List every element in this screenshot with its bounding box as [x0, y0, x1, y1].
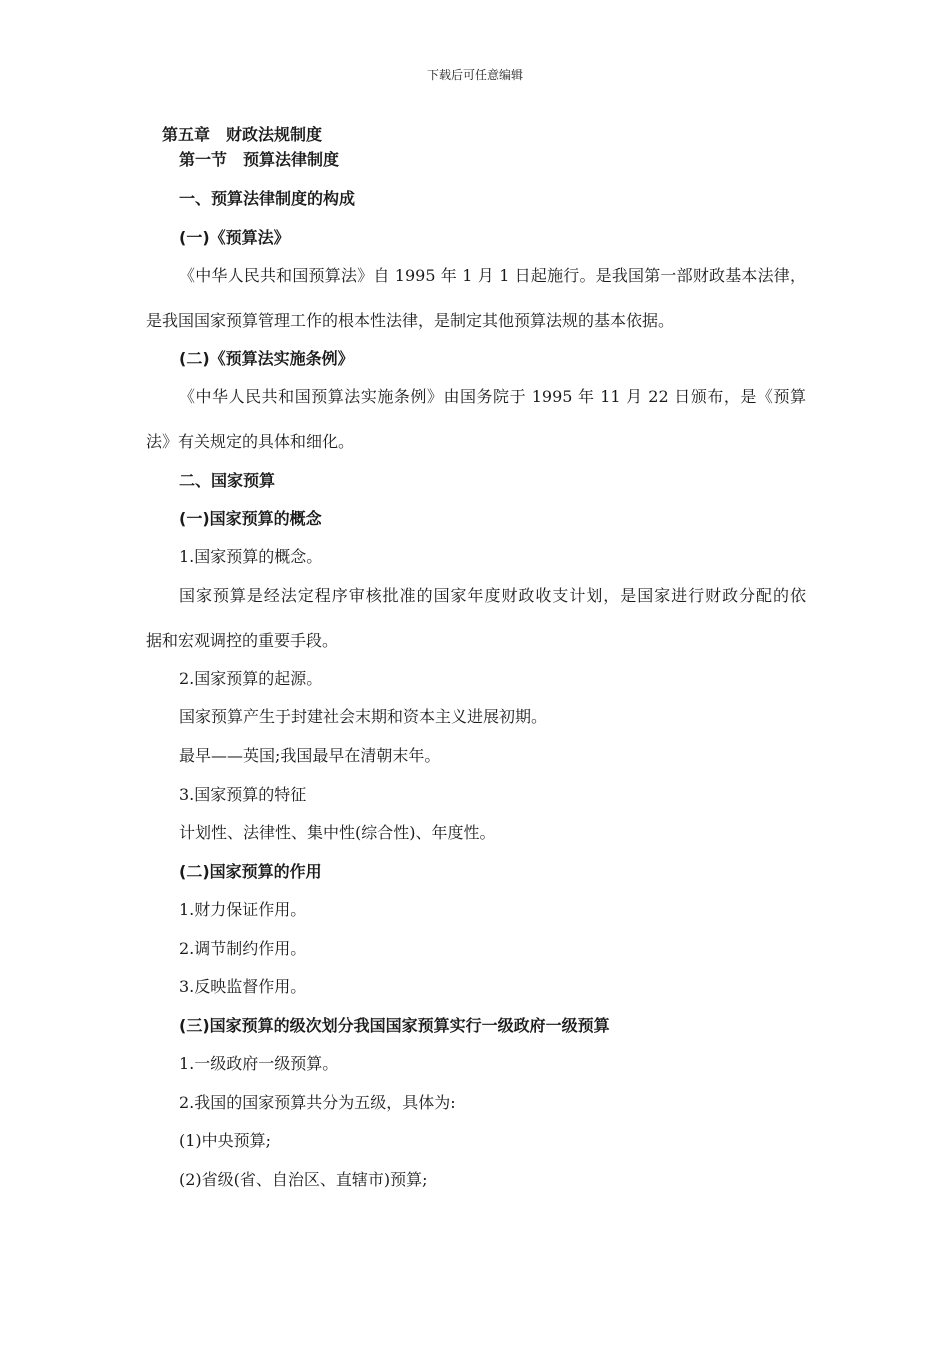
chapter-title: 第五章 财政法规制度	[162, 125, 323, 144]
list-item: 3.反映监督作用。	[179, 977, 307, 996]
paragraph-line: 国家预算是经法定程序审核批准的国家年度财政收支计划，是国家进行财政分配的依	[179, 586, 806, 605]
list-item: 1.一级政府一级预算。	[179, 1054, 339, 1073]
paragraph-line: 国家预算产生于封建社会末期和资本主义进展初期。	[179, 707, 548, 726]
list-item: 2.国家预算的起源。	[179, 669, 323, 688]
list-item: (2)省级(省、自治区、直辖市)预算;	[179, 1170, 428, 1189]
list-item: (1)中央预算;	[179, 1131, 272, 1150]
page-header: 下载后可任意编辑	[426, 68, 523, 82]
paragraph-line: 最早——英国;我国最早在清朝末年。	[179, 746, 441, 765]
paragraph-line: 是我国国家预算管理工作的根本性法律，是制定其他预算法规的基本依据。	[146, 311, 675, 330]
list-item: 2.我国的国家预算共分为五级，具体为:	[179, 1093, 456, 1112]
paragraph-line: 《中华人民共和国预算法实施条例》由国务院于 1995 年 11 月 22 日颁布，是《预算	[179, 387, 806, 406]
heading-regulations: (二)《预算法实施条例》	[179, 349, 354, 368]
heading-concept: (一)国家预算的概念	[179, 509, 322, 528]
paragraph-line: 据和宏观调控的重要手段。	[146, 631, 339, 650]
list-item: 3.国家预算的特征	[179, 785, 307, 804]
list-item: 1.财力保证作用。	[179, 900, 307, 919]
paragraph-line: 法》有关规定的具体和细化。	[146, 432, 355, 451]
heading-composition: 一、预算法律制度的构成	[179, 189, 356, 208]
heading-national-budget: 二、国家预算	[179, 471, 276, 490]
heading-role: (二)国家预算的作用	[179, 862, 322, 881]
paragraph-line: 《中华人民共和国预算法》自 1995 年 1 月 1 日起施行。是我国第一部财政基本法律，	[179, 266, 806, 285]
list-item: 1.国家预算的概念。	[179, 547, 323, 566]
heading-budget-law: (一)《预算法》	[179, 228, 290, 247]
section-title: 第一节 预算法律制度	[179, 150, 340, 169]
heading-levels: (三)国家预算的级次划分我国国家预算实行一级政府一级预算	[179, 1016, 610, 1035]
list-item: 2.调节制约作用。	[179, 939, 307, 958]
paragraph-line: 计划性、法律性、集中性(综合性)、年度性。	[179, 823, 496, 842]
